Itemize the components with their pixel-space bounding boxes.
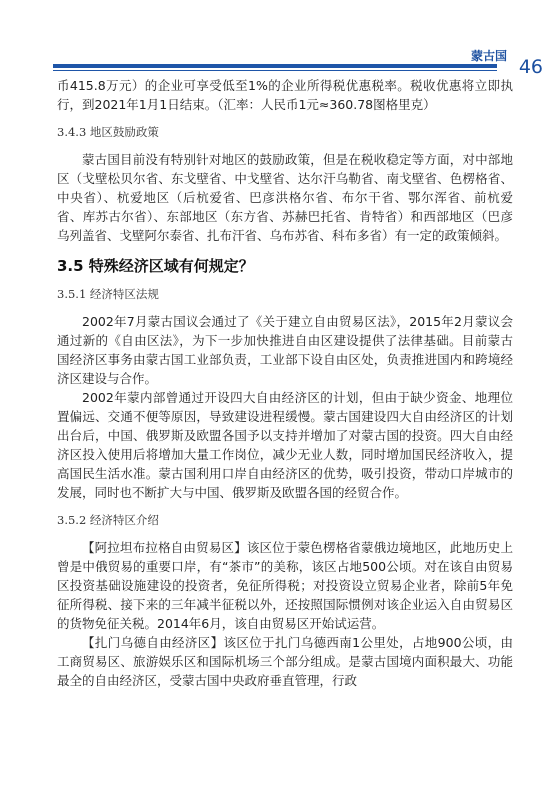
paragraph-free-zone-law: 2002年7月蒙古国议会通过了《关于建立自由贸易区法》，2015年2月蒙议会通过新的《自由区法》，为下一步加快推进自由区建设提供了法律基础。目前蒙古国经济区事务由蒙古国工业部负责，工业部下设自由区处，负责推进国内和跨境经济区建设与合作。 [57, 314, 513, 386]
paragraph-continued: 币415.8万元）的企业可享受低至1%的企业所得税优惠税率。税收优惠将立即执行，到2021年1月1日结束。（汇率：人民币1元≈360.78图格里克） [57, 78, 513, 112]
paragraph-four-zones-plan: 2002年蒙内部曾通过开设四大自由经济区的计划，但由于缺少资金、地理位置偏远、交通不便等原因，导致建设进程缓慢。蒙古国建设四大自由经济区的计划出台后，中国、俄罗斯及欧盟各国予以支持并增加了对蒙古国的投资。四大自由经济区投入使用后将增加大量工作岗位，减少无业人数，同时增加国民经济收入，提高国民生活水准。蒙古国利用口岸自由经济区的优势，吸引投资，带动口岸城市的发展，同时也不断扩大与中国、俄罗斯及欧盟各国的经贸合作。 [57, 390, 513, 500]
header-rule [53, 64, 497, 68]
page-body [57, 76, 513, 690]
header-rule-thin [53, 70, 497, 71]
subsection-heading-3-5-2: 3.5.2 经济特区介绍 [57, 513, 159, 527]
subsection-heading-3-4-3: 3.4.3 地区鼓励政策 [57, 125, 159, 139]
subsection-heading-3-5-1: 3.5.1 经济特区法规 [57, 287, 159, 301]
running-header-country: 蒙古国 [470, 49, 507, 63]
page-header [0, 0, 559, 80]
paragraph-zamyn-uud-zone: 【扎门乌德自由经济区】该区位于扎门乌德西南1公里处，占地900公顷，由工商贸易区、旅游娱乐区和国际机场三个部分组成。是蒙古国境内面积最大、功能最全的自由经济区，受蒙古国中央政府垂直管理，行政 [57, 635, 513, 688]
page-number: 46 [518, 56, 543, 78]
paragraph-altanbulag-zone: 【阿拉坦布拉格自由贸易区】该区位于蒙色楞格省蒙俄边境地区，此地历史上曾是中俄贸易的重要口岸，有“茶市”的美称，该区占地500公顷。对在该自由贸易区投资基础设施建设的投资者，免征所得税；对投资设立贸易企业者，除前5年免征所得税、接下来的三年减半征税以外，还按照国际惯例对该企业运入自由贸易区的货物免征关税。2014年6月，该自由贸易区开始试运营。 [57, 540, 513, 631]
paragraph-regional-incentives: 蒙古国目前没有特别针对地区的鼓励政策，但是在税收稳定等方面，对中部地区（戈壁松贝尔省、东戈壁省、中戈壁省、达尔汗乌勒省、南戈壁省、色楞格省、中央省）、杭爱地区（后杭爱省、巴彦洪格尔省、布尔干省、鄂尔浑省、前杭爱省、库苏古尔省）、东部地区（东方省、苏赫巴托省、肯特省）和西部地区（巴彦乌列盖省、戈壁阿尔泰省、扎布汗省、乌布苏省、科布多省）有一定的政策倾斜。 [57, 152, 513, 243]
section-heading-3-5: 3.5 特殊经济区域有何规定？ [57, 257, 254, 275]
